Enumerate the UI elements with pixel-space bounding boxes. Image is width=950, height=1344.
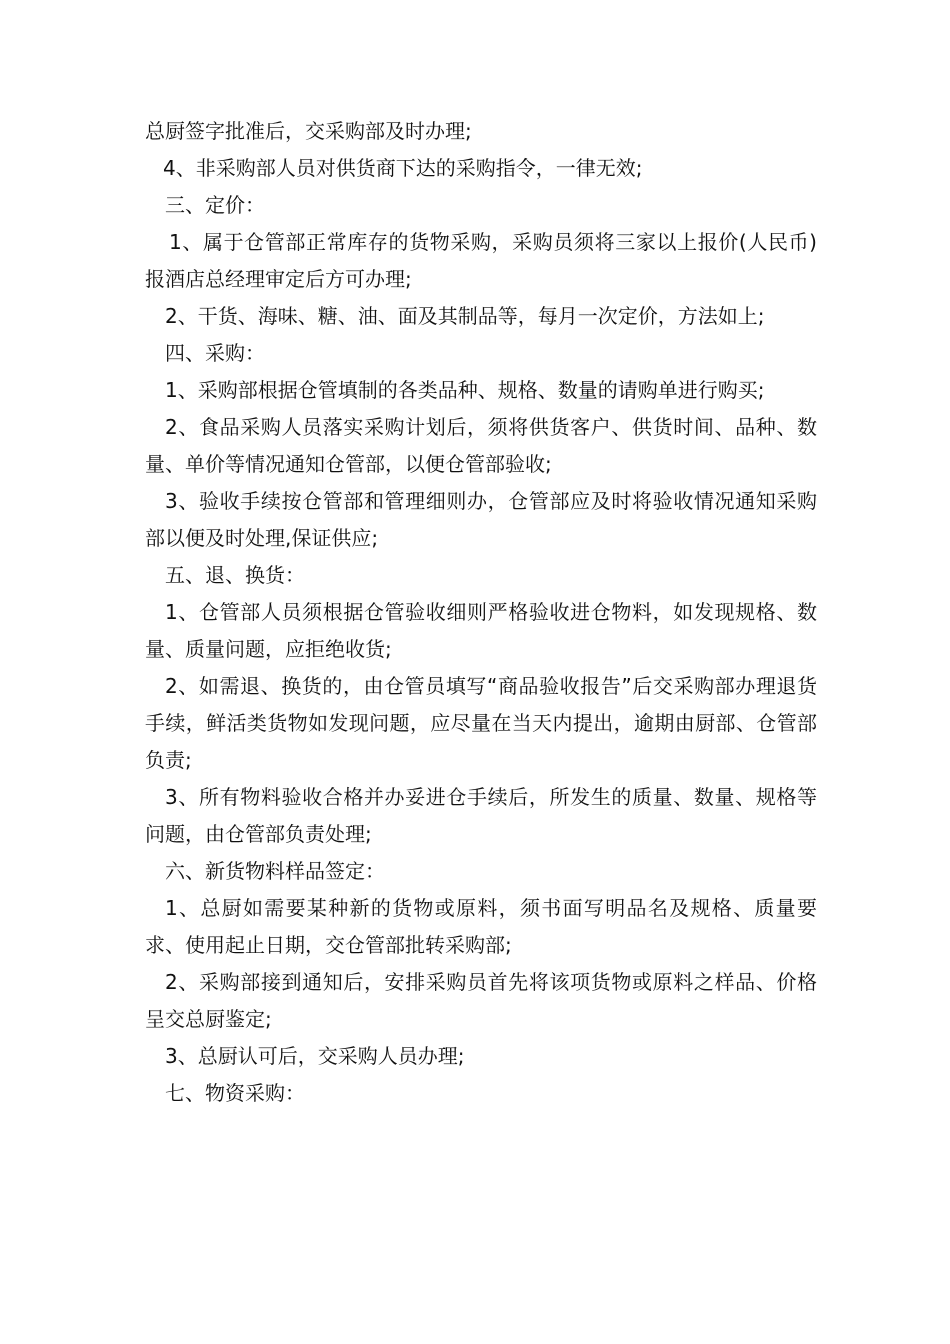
paragraph: 1、属于仓管部正常库存的货物采购，采购员须将三家以上报价(人民币)报酒店总经理审定后方可办理; bbox=[145, 230, 817, 291]
paragraph: 3、验收手续按仓管部和管理细则办，仓管部应及时将验收情况通知采购部以便及时处理,保证供应; bbox=[145, 489, 817, 550]
paragraph: 四、采购： bbox=[165, 341, 265, 365]
paragraph: 1、采购部根据仓管填制的各类品种、规格、数量的请购单进行购买; bbox=[165, 378, 765, 402]
paragraph: 4、非采购部人员对供货商下达的采购指令，一律无效; bbox=[163, 156, 643, 180]
paragraph: 2、如需退、换货的，由仓管员填写“商品验收报告”后交采购部办理退货手续，鲜活类货物如发现问题，应尽量在当天内提出，逾期由厨部、仓管部负责; bbox=[145, 674, 817, 772]
paragraph: 2、采购部接到通知后，安排采购员首先将该项货物或原料之样品、价格呈交总厨鉴定; bbox=[145, 970, 817, 1031]
document-body bbox=[145, 113, 817, 1112]
paragraph: 五、退、换货： bbox=[165, 563, 305, 587]
paragraph: 1、仓管部人员须根据仓管验收细则严格验收进仓物料，如发现规格、数量、质量问题，应拒绝收货; bbox=[145, 600, 817, 661]
paragraph: 七、物资采购： bbox=[165, 1081, 305, 1105]
paragraph: 3、所有物料验收合格并办妥进仓手续后，所发生的质量、数量、规格等问题，由仓管部负责处理; bbox=[145, 785, 817, 846]
paragraph: 2、食品采购人员落实采购计划后，须将供货客户、供货时间、品种、数量、单价等情况通知仓管部，以便仓管部验收; bbox=[145, 415, 817, 476]
paragraph: 六、新货物料样品签定： bbox=[165, 859, 385, 883]
paragraph: 3、总厨认可后，交采购人员办理; bbox=[165, 1044, 465, 1068]
paragraph: 总厨签字批准后，交采购部及时办理; bbox=[145, 119, 472, 143]
paragraph: 2、干货、海味、糖、油、面及其制品等，每月一次定价，方法如上; bbox=[165, 304, 765, 328]
paragraph: 1、总厨如需要某种新的货物或原料，须书面写明品名及规格、质量要求、使用起止日期，交仓管部批转采购部; bbox=[145, 896, 817, 957]
paragraph: 三、定价： bbox=[165, 193, 265, 217]
